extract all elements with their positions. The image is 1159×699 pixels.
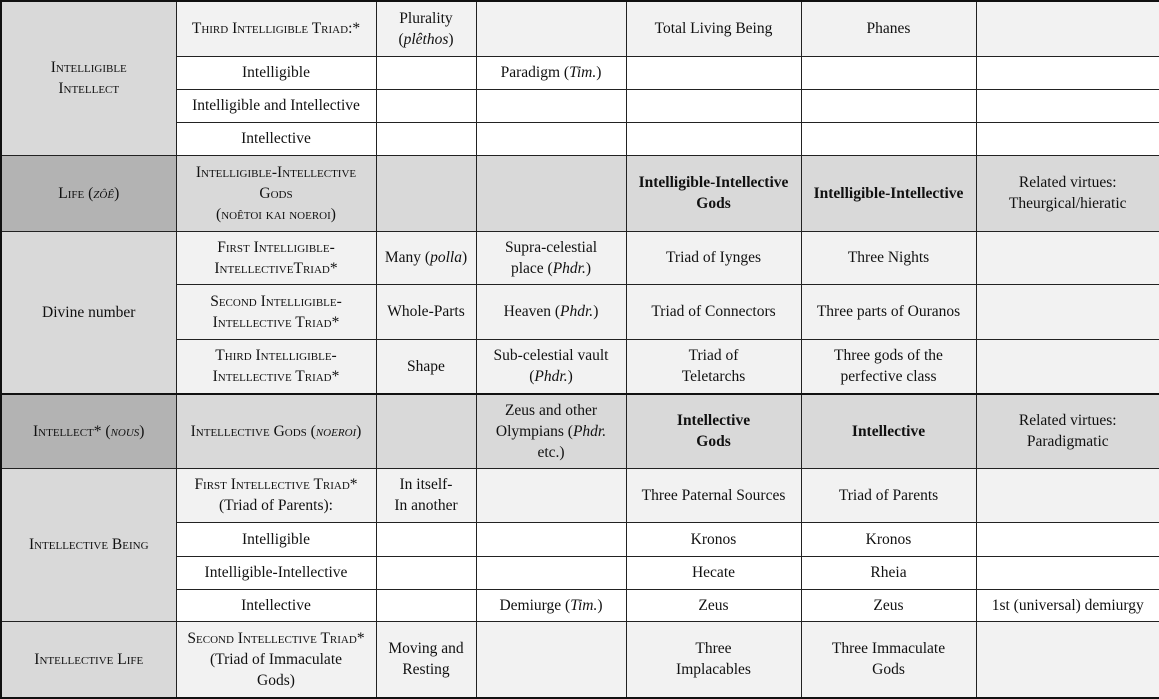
cell-text: Triad of Parents <box>838 486 939 504</box>
table-cell <box>976 522 1159 556</box>
table-cell <box>801 621 976 698</box>
cell-text: etc.) <box>537 443 565 461</box>
cell-text: ) <box>139 422 145 440</box>
table-cell <box>176 89 376 122</box>
table-cell <box>176 155 376 231</box>
cell-text: First Intellective Triad* <box>194 476 358 493</box>
cell-text: Triad of Connectors <box>651 303 776 320</box>
cell-text: ) <box>593 303 599 320</box>
cell-text: Three Nights <box>847 249 930 266</box>
cell-text: noeroi <box>315 422 357 440</box>
table-cell <box>476 155 626 231</box>
cell-text: Supra-celestial place ( <box>504 238 598 277</box>
table-cell <box>376 89 476 122</box>
cell-text: Kronos <box>865 530 912 548</box>
cell-text: Zeus <box>873 596 904 614</box>
table-cell <box>976 231 1159 284</box>
cell-text: Whole-Parts <box>387 303 465 320</box>
cell-text: Second Intellective Triad* <box>187 629 365 647</box>
cell-text: Many ( <box>384 249 431 266</box>
table-cell <box>626 89 801 122</box>
table-cell <box>801 122 976 155</box>
cell-text: Kronos <box>690 530 737 548</box>
cell-text: ) <box>567 368 573 386</box>
table-cell <box>626 122 801 155</box>
cell-text: Rheia <box>870 564 907 581</box>
cell-text: Phdr. <box>560 303 594 320</box>
cell-text: Three Immaculate Gods <box>831 640 946 679</box>
cell-text: Phdr. <box>534 368 568 386</box>
cell-text: Zeus <box>698 596 729 614</box>
table-cell <box>626 231 801 284</box>
cell-text: Zeus and other Olympians ( <box>495 401 598 440</box>
cell-text: Plurality ( <box>398 9 453 48</box>
cell-text: (Triad of Immaculate Gods) <box>210 650 342 689</box>
cell-text: Intelligible-Intellective <box>204 564 348 581</box>
cell-text: Intelligible-Intellective Gods <box>638 174 789 212</box>
table-cell <box>801 556 976 589</box>
cell-text: Phanes <box>866 20 911 38</box>
cell-text: Second Intelligible- Intellective Triad* <box>210 292 342 331</box>
cell-text: Three parts of Ouranos <box>816 303 961 320</box>
table-cell <box>176 556 376 589</box>
table-cell <box>976 394 1159 468</box>
table-cell <box>626 468 801 522</box>
table-cell <box>801 522 976 556</box>
table-cell <box>376 231 476 284</box>
table-cell <box>626 556 801 589</box>
table-cell <box>976 468 1159 522</box>
table-cell <box>376 284 476 339</box>
cell-text: Related virtues: Theurgical/hieratic <box>1008 174 1127 212</box>
cell-text: ) <box>596 64 602 81</box>
cell-text: Life ( <box>58 184 94 202</box>
cell-text: Intellective <box>241 130 311 147</box>
cell-text: Phdr. <box>572 422 607 440</box>
table-cell <box>376 468 476 522</box>
table-cell <box>976 339 1159 394</box>
table-cell <box>626 56 801 89</box>
cell-text: Phdr. <box>552 259 586 277</box>
table-cell <box>476 122 626 155</box>
table-row <box>1 231 1159 284</box>
cell-text: Tim. <box>569 64 597 81</box>
table-cell <box>801 394 976 468</box>
cell-text: ) <box>461 249 468 266</box>
table-row <box>1 155 1159 231</box>
table-cell <box>801 89 976 122</box>
cell-text: Sub-celestial vault ( <box>493 347 609 386</box>
cell-text: Divine number <box>42 303 136 321</box>
cell-text: ) <box>448 30 454 48</box>
cell-text: Hecate <box>691 564 736 581</box>
table-cell <box>976 155 1159 231</box>
table-cell <box>476 589 626 621</box>
table-cell <box>376 339 476 394</box>
table-cell <box>476 556 626 589</box>
cell-text: Tim. <box>570 596 598 614</box>
table-cell <box>376 589 476 621</box>
cell-text: Intelligible <box>241 530 310 548</box>
cell-text: Triad of Iynges <box>665 249 761 266</box>
table-cell <box>1 468 176 621</box>
cell-text: zôê <box>93 184 115 202</box>
table-cell <box>626 155 801 231</box>
cell-text: Three Paternal Sources <box>641 486 786 504</box>
table-cell <box>176 56 376 89</box>
table-cell <box>376 556 476 589</box>
table-cell <box>376 394 476 468</box>
table-cell <box>801 56 976 89</box>
table-cell <box>376 522 476 556</box>
table-cell <box>626 621 801 698</box>
table-cell <box>626 522 801 556</box>
cell-text: (Triad of Parents): <box>219 497 333 514</box>
table-cell <box>176 231 376 284</box>
table-cell <box>476 231 626 284</box>
cell-text: 1st (universal) demiurgy <box>991 596 1144 614</box>
table-cell <box>801 231 976 284</box>
table-cell <box>626 394 801 468</box>
cell-text: Intelligible and Intellective <box>192 97 360 114</box>
table-cell <box>176 589 376 621</box>
table-cell <box>476 1 626 56</box>
cell-text: Third Intelligible- Intellective Triad* <box>212 347 340 386</box>
table-row <box>1 468 1159 522</box>
table-cell <box>976 621 1159 698</box>
cell-text: Intellective Gods ( <box>190 422 316 440</box>
cell-text: Intellect* ( <box>33 422 111 440</box>
table-cell <box>476 339 626 394</box>
cell-text: Paradigm ( <box>500 64 570 81</box>
table-cell <box>1 1 176 155</box>
table-cell <box>976 1 1159 56</box>
cell-text: Triad of Teletarchs <box>681 347 746 386</box>
table-cell <box>376 56 476 89</box>
table-cell <box>626 1 801 56</box>
table-cell <box>976 589 1159 621</box>
cell-text: Third Intelligible Triad:* <box>191 20 361 38</box>
cell-text: Intellective <box>851 422 926 440</box>
table-cell <box>801 589 976 621</box>
table-cell <box>476 468 626 522</box>
table-cell <box>176 394 376 468</box>
table-cell <box>476 56 626 89</box>
table-cell <box>1 155 176 231</box>
table-cell <box>1 231 176 394</box>
table-cell <box>176 122 376 155</box>
cell-text: Three gods of the perfective class <box>834 347 943 386</box>
table-cell <box>176 522 376 556</box>
table-cell <box>376 122 476 155</box>
cell-text: Related virtues: Paradigmatic <box>1018 412 1117 451</box>
table-cell <box>376 155 476 231</box>
table-cell <box>476 522 626 556</box>
cell-text: Heaven ( <box>503 303 561 320</box>
cell-text: Intellective Being <box>28 536 149 553</box>
cell-text: Total Living Being <box>654 20 773 38</box>
table-cell <box>976 556 1159 589</box>
table-cell <box>1 621 176 698</box>
table-cell <box>376 1 476 56</box>
table-cell <box>176 284 376 339</box>
cell-text: Intellective Life <box>34 650 144 668</box>
cell-text: ) <box>356 422 362 440</box>
table-cell <box>176 621 376 698</box>
table-cell <box>626 339 801 394</box>
cell-text: Intelligible <box>241 64 310 81</box>
table-cell <box>176 468 376 522</box>
table-cell <box>476 394 626 468</box>
cell-text: ) <box>585 259 592 277</box>
table-cell <box>801 339 976 394</box>
table-cell <box>801 1 976 56</box>
cell-text: Intelligible-Intellective Gods (noêtoi kai noeroi) <box>195 163 357 223</box>
cell-text: Intelligible-Intellective <box>813 184 964 202</box>
cell-text: Moving and Resting <box>388 640 464 679</box>
table-row <box>1 621 1159 698</box>
table-row <box>1 1 1159 56</box>
table-cell <box>976 122 1159 155</box>
cell-text: In itself- In another <box>394 476 458 514</box>
cell-text: Intelligible Intellect <box>50 59 127 98</box>
cell-text: ) <box>114 184 120 202</box>
cell-text: Intellective <box>241 596 311 614</box>
table-cell <box>976 56 1159 89</box>
table-cell <box>801 155 976 231</box>
table-cell <box>476 284 626 339</box>
cell-text: ) <box>597 596 603 614</box>
cell-text: plêthos <box>403 30 449 48</box>
table-row <box>1 394 1159 468</box>
table-cell <box>376 621 476 698</box>
cell-text: First Intelligible- IntellectiveTriad* <box>214 238 338 277</box>
table-cell <box>976 89 1159 122</box>
table-cell <box>476 621 626 698</box>
table-cell <box>801 468 976 522</box>
cell-text: Shape <box>407 357 445 375</box>
table-cell <box>976 284 1159 339</box>
cell-text: Demiurge ( <box>499 596 571 614</box>
table-cell <box>626 589 801 621</box>
cell-text: Intellective Gods <box>676 412 751 451</box>
cell-text: polla <box>430 249 462 266</box>
table-cell <box>626 284 801 339</box>
cell-text: nous <box>110 422 140 440</box>
table-cell <box>801 284 976 339</box>
table-cell <box>176 339 376 394</box>
table-cell <box>176 1 376 56</box>
table-cell <box>476 89 626 122</box>
table-cell <box>1 394 176 468</box>
cell-text: Three Implacables <box>676 640 751 679</box>
